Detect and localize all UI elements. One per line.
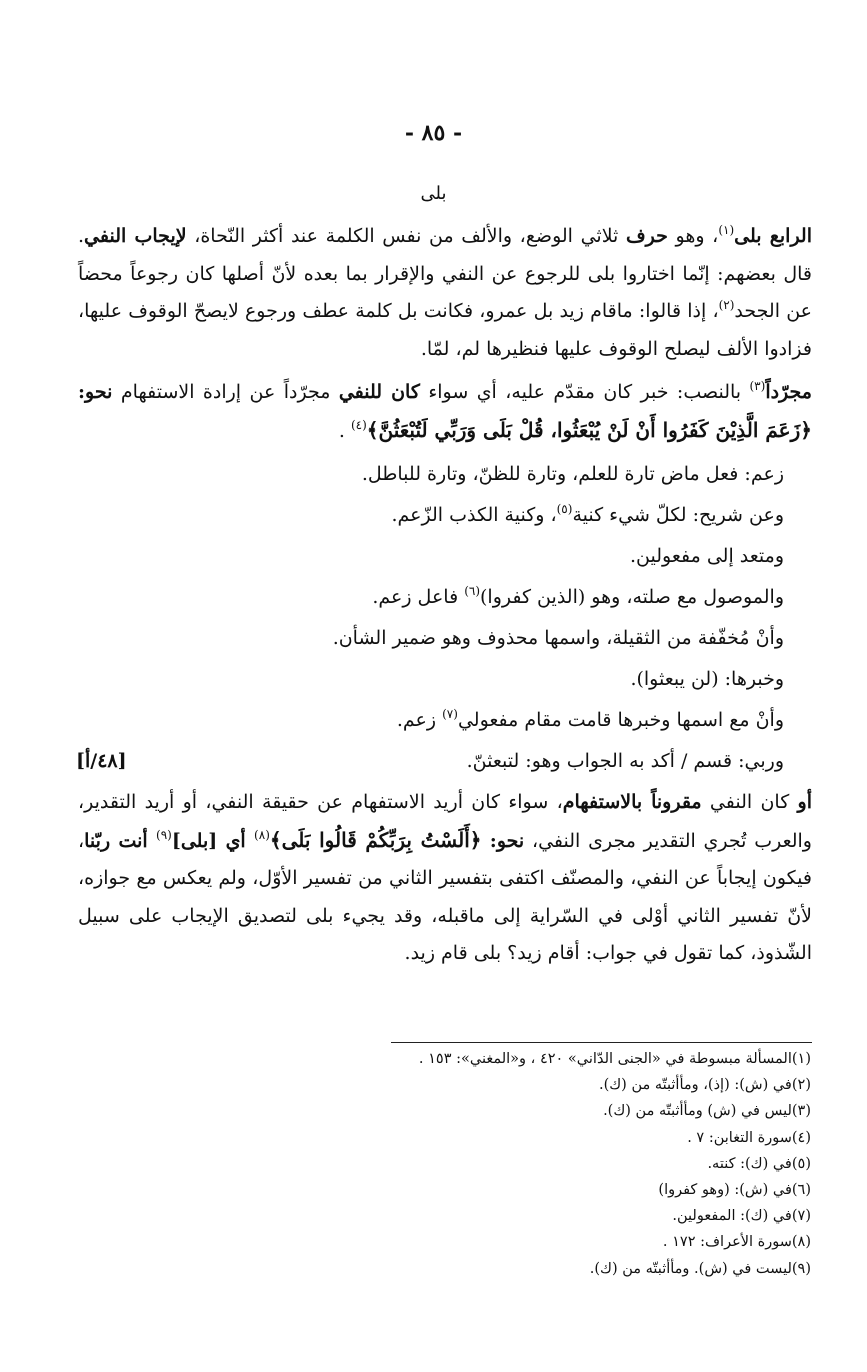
footnote-ref-4: (٤) <box>350 417 367 432</box>
footnote-ref-8: (٨) <box>254 827 270 842</box>
commentary-line: والموصول مع صلته، وهو (الذين كفروا)$^{(٦)}$ فاعل زعم. <box>372 584 784 608</box>
footnote-ref-9: (٩) <box>156 827 172 842</box>
p2-lead: مجرّداً <box>765 381 812 403</box>
footnote-2: (٢)في (ش): (إذ)، ومأأثبتّه من (ك). <box>598 1077 811 1094</box>
footnote-ref-3: (٣) <box>749 379 766 393</box>
p1-lead: الرابع بلى <box>734 225 812 247</box>
footnotes <box>311 1046 811 1282</box>
paragraph-1: الرابع بلى$^{(١)}$، وهو حرف ثلاثي الوضع، والألف من نفس الكلمة عند أكثر النّحاة، لإيجاب النفي. قال بعضهم: إنّما اختاروا بلى للرجوع عن النفي والإقرار بما بعده لأنّ أصلها كان رجوعاً محضاً عن الجحد$^{(٢)}$، إذا قالوا: ماقام زيد بل عمرو، فكانت بل كلمة عطف ورجوع لايصحّ الوقوف عليها، فزادوا الألف ليصلح الوقوف عليها فنظيرها لم، لمّا. <box>78 223 812 360</box>
footnote-9: (٩)ليست في (ش). ومأأثبتّه من (ك). <box>589 1260 811 1277</box>
footnote-ref-6: (٦) <box>464 584 481 598</box>
commentary-line: زعم: فعل ماض تارة للعلم، وتارة للظنّ، وتارة للباطل. <box>361 463 784 485</box>
commentary-line: وخبرها: (لن يبعثوا). <box>630 668 784 690</box>
page-number: - ٨٥ - <box>404 120 463 146</box>
footnote-1: (١)المسألة مبسوطة في «الجنى الدّاني» ٤٢٠ ، و«المغني»: ١٥٣ . <box>418 1051 811 1067</box>
footnote-4: (٤)سورة التغابن: ٧ . <box>687 1129 811 1146</box>
p3-lead: أو <box>797 791 813 813</box>
commentary-line: وربي: قسم / أكد به الجواب وهو: لتبعثنّ. [٤٨/أ] <box>78 741 812 782</box>
footnote-divider <box>391 1042 812 1043</box>
commentary-line: ومتعد إلى مفعولين. <box>629 545 784 567</box>
main-text <box>78 218 812 973</box>
footnote-ref-7: (٧) <box>442 707 458 721</box>
footnote-3: (٣)ليس في (ش) ومأأثبتّه من (ك). <box>603 1103 811 1120</box>
commentary-line: وأنْ مُخفّفة من الثقيلة، واسمها محذوف وهو ضمير الشأن. <box>332 627 784 649</box>
paragraph-3: أو كان النفي مقروناً بالاستفهام، سواء كان أريد الاستفهام عن حقيقة النفي، أو أريد التقدير، والعرب تُجري التقدير مجرى النفي، نحو: ﴿أَلَسْتُ بِرَبِّكُمْ قَالُوا بَلَى﴾$^{(٨)}$ أي [بلى]$^{(٩)}$ أنت ربّنا، فيكون إيجاباً عن النفي، والمصنّف اكتفى بتفسير الثاني من تفسير الأوّل، ولم يعكس مع جوازه، لأنّ تفسير الثاني أوْلى في السّراية إلى ماقبله، وقد يجيء بلى لتصديق الإيجاب على سبيل الشّذوذ، كما تقول في جواب: أقام زيد؟ بلى قام زيد. <box>78 791 813 964</box>
commentary-line: وعن شريح: لكلّ شيء كنية$^{(٥)}$، وكنية الكذب الزّعم. <box>391 502 784 526</box>
quran-verse-2: ﴿أَلَسْتُ بِرَبِّكُمْ قَالُوا بَلَى﴾ <box>269 827 482 852</box>
footnote-ref-1: (١) <box>718 223 735 237</box>
paragraph-2: مجرّداً$^{(٣)}$ بالنصب: خبر كان مقدّم عليه، أي سواء كان للنفي مجرّداً عن إرادة الاستفهام نحو: ﴿زَعَمَ الَّذِيْنَ كَفَرُوا أَنْ لَنْ يُبْعَثُوا، قُلْ بَلَى وَرَبِّي لَتُبْعَثُنَّ﴾$^{(٤)}$ . <box>78 379 812 442</box>
footnote-6: (٦)في (ش): (وهو كفروا) <box>658 1182 811 1199</box>
footnote-ref-2: (٢) <box>718 298 735 312</box>
footnote-7: (٧)في (ك): المفعولين. <box>672 1208 811 1225</box>
commentary-line: وأنْ مع اسمها وخبرها قامت مقام مفعولي$^{(٧)}$ زعم. <box>396 707 784 731</box>
footnote-5: (٥)في (ك): كنته. <box>707 1155 811 1172</box>
section-heading: بلى <box>420 183 447 204</box>
footnote-8: (٨)سورة الأعراف: ١٧٢ . <box>662 1234 811 1251</box>
folio-marker: [٤٨/أ] <box>76 750 127 772</box>
quran-verse-1: ﴿زَعَمَ الَّذِيْنَ كَفَرُوا أَنْ لَنْ يُبْعَثُوا، قُلْ بَلَى وَرَبِّي لَتُبْعَثُنَّ﴾ <box>366 417 812 442</box>
footnote-ref-5: (٥) <box>556 502 573 516</box>
